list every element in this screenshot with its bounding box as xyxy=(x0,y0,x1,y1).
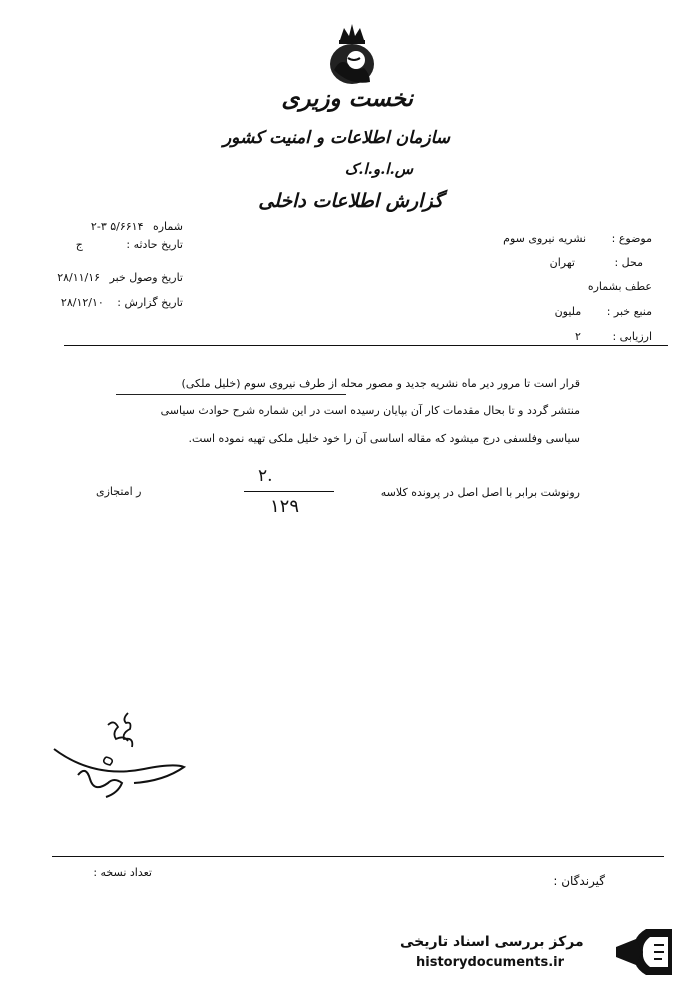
field-label: تاریخ گزارش : xyxy=(117,296,183,309)
document-logo-icon xyxy=(612,925,676,979)
field-value: ملیون xyxy=(554,305,582,318)
field-label: تاریخ حادثه : xyxy=(126,238,183,251)
field-label: محل : xyxy=(614,256,643,269)
handwritten-signature xyxy=(48,705,198,805)
field-source xyxy=(555,305,652,318)
field-value: نشریه نیروی سوم xyxy=(503,232,587,245)
field-evaluation xyxy=(575,330,652,343)
field-label: منبع خبر : xyxy=(606,305,652,318)
field-value: ج xyxy=(75,238,83,251)
organization-code: س.ا.و.ا.ک xyxy=(344,160,413,178)
field-receipt-date xyxy=(57,271,183,284)
footer-divider xyxy=(52,856,664,857)
header-divider xyxy=(64,345,668,346)
fraction-bar xyxy=(244,491,334,492)
watermark-url: historydocuments.ir xyxy=(416,955,565,970)
field-value: ۲۸/۱۱/۱۶ xyxy=(57,271,101,284)
handwritten-underline xyxy=(116,394,346,395)
copy-note: رونوشت برابر با اصل اصل در پرونده کلاسه xyxy=(380,486,580,499)
field-value: ۵/۶۶۱۴ ۳-۲ xyxy=(90,220,144,233)
organization-name: سازمان اطلاعات و امنیت کشور xyxy=(222,128,450,148)
field-report-date xyxy=(61,296,183,309)
watermark-name: مرکز بررسی اسناد تاریخی xyxy=(400,934,584,950)
office-title: نخست وزیری xyxy=(281,85,413,112)
field-value: ۲۸/۱۲/۱۰ xyxy=(60,296,104,309)
copies-count: تعداد نسخه : xyxy=(93,866,152,879)
field-subject xyxy=(503,232,652,245)
field-label: تاریخ وصول خبر xyxy=(109,271,183,284)
report-title: گزارش اطلاعات داخلی xyxy=(258,190,443,212)
recipients-label: گیرندگان : xyxy=(553,874,605,888)
field-label: عطف بشماره xyxy=(587,280,652,293)
field-reference xyxy=(588,280,652,293)
field-label: موضوع : xyxy=(611,232,652,245)
file-number-bottom: ۱۲۹ xyxy=(270,496,300,517)
file-number-top: ۲. xyxy=(258,466,273,486)
field-value: تهران xyxy=(549,256,575,269)
field-label: ارزیابی : xyxy=(612,330,652,343)
field-incident-date xyxy=(76,238,183,251)
body-line-1: قرار است تا مرور دیر ماه نشریه جدید و مصور محله از طرف نیروی سوم (خلیل ملکی) xyxy=(181,377,580,390)
body-line-3: سیاسی وفلسفی درج میشود که مقاله اساسی آن را خود خلیل ملکی تهیه نموده است. xyxy=(188,432,580,445)
copy-note-right: ر امتجازی xyxy=(96,485,142,498)
field-number xyxy=(91,220,183,233)
field-label: شماره xyxy=(152,220,183,233)
field-value: ۲ xyxy=(575,330,581,343)
lion-and-sun-emblem-icon xyxy=(322,20,382,88)
body-line-2: منتشر گردد و تا بحال مقدمات کار آن بپایان رسیده است در این شماره شرح حوادث سیاسی xyxy=(160,404,580,417)
field-location xyxy=(550,256,643,269)
